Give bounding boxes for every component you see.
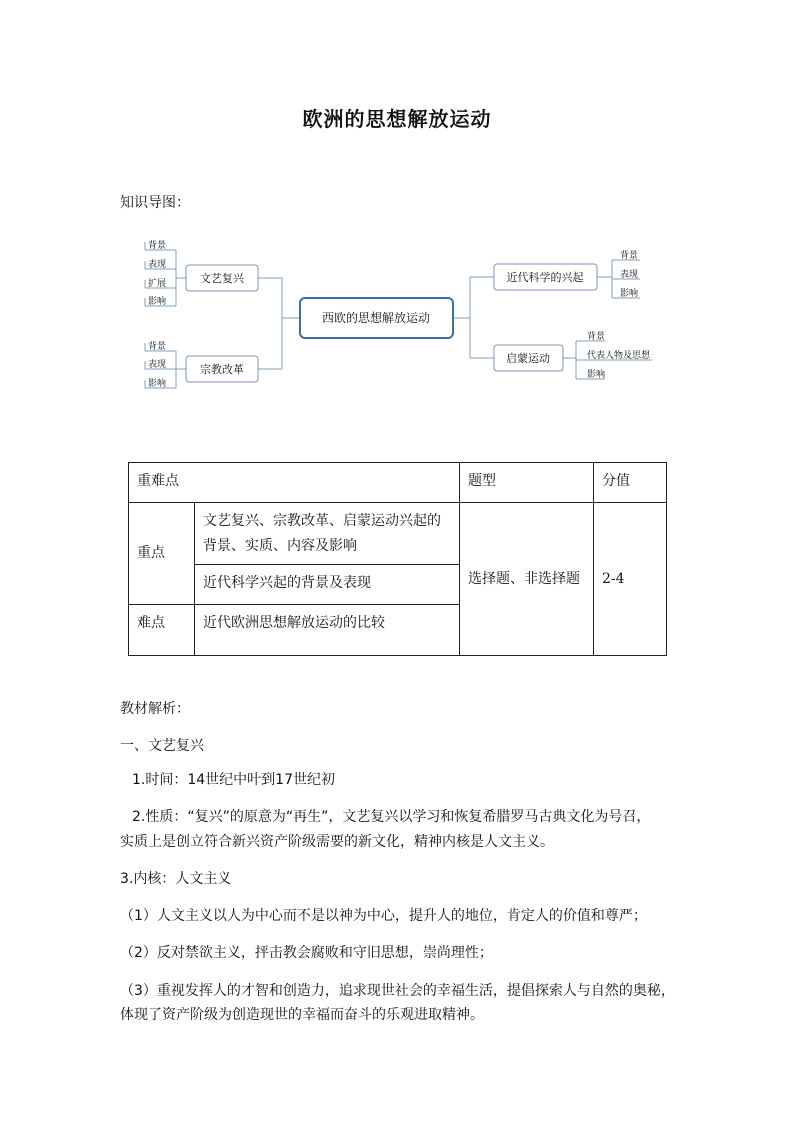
branch-label: 宗教改革 <box>200 363 244 376</box>
paragraph: （3）重视发挥人的才智和创造力，追求现世社会的幸福生活，提倡探索人与自然的奥秘， <box>120 983 675 999</box>
table-cell: 文艺复兴、宗教改革、启蒙运动兴起的背景、实质、内容及影响 <box>195 503 460 565</box>
table-cell: 近代欧洲思想解放运动的比较 <box>195 605 460 656</box>
leaf-label: 表现 <box>148 260 167 270</box>
leaf-label: 影响 <box>620 289 639 299</box>
table-row-label: 重点 <box>129 503 195 605</box>
leaf-label: 表现 <box>148 360 167 370</box>
table-row-label: 难点 <box>129 605 195 656</box>
leaf-label: 代表人物及思想 <box>587 351 651 361</box>
table-cell: 2-4 <box>594 503 667 656</box>
leaf-label: 影响 <box>148 297 167 307</box>
leaf-label: 背景 <box>148 342 167 352</box>
branch-connector <box>176 351 186 388</box>
paragraph: 3.内核：人文主义 <box>120 871 232 887</box>
leaf-label: 影响 <box>587 370 606 380</box>
paragraph: 1.时间：14世纪中叶到17世纪初 <box>132 772 335 788</box>
mind-map-left-connector <box>258 278 300 369</box>
table-cell: 近代科学兴起的背景及表现 <box>195 565 460 605</box>
knowledge-map-label: 知识导图： <box>120 195 190 211</box>
leaf-label: 背景 <box>148 241 167 251</box>
branch-label: 近代科学的兴起 <box>506 271 584 284</box>
mind-map-right-connector <box>453 277 494 358</box>
leaf-label: 影响 <box>148 379 167 389</box>
branch-connector <box>597 260 612 298</box>
analysis-label: 教材解析： <box>120 701 190 717</box>
table-cell: 选择题、非选择题 <box>460 503 594 656</box>
branch-label: 启蒙运动 <box>506 352 550 365</box>
leaf-label: 扩展 <box>148 279 167 289</box>
branch-connector <box>176 250 186 306</box>
table-header: 重难点 <box>129 463 460 503</box>
branch-connector <box>563 341 576 379</box>
mind-map-center-label: 西欧的思想解放运动 <box>321 311 431 325</box>
key-points-table <box>128 462 667 656</box>
paragraph: 2.性质：“复兴”的原意为“再生”，文艺复兴以学习和恢复希腊罗马古典文化为号召， <box>132 809 651 825</box>
paragraph: （2）反对禁欲主义，抨击教会腐败和守旧思想，崇尚理性； <box>120 945 493 961</box>
leaf-label: 背景 <box>587 332 606 342</box>
branch-label: 文艺复兴 <box>200 272 244 285</box>
leaf-label: 背景 <box>620 251 639 261</box>
section-heading: 一、文艺复兴 <box>120 738 204 754</box>
page-title: 欧洲的思想解放运动 <box>302 107 492 131</box>
leaf-label: 表现 <box>620 270 639 280</box>
paragraph: 体现了资产阶级为创造现世的幸福而奋斗的乐观进取精神。 <box>120 1007 484 1023</box>
table-header: 分值 <box>594 463 667 503</box>
mind-map <box>0 0 794 420</box>
paragraph: 实质上是创立符合新兴资产阶级需要的新文化，精神内核是人文主义。 <box>120 834 554 850</box>
paragraph: （1）人文主义以人为中心而不是以神为中心，提升人的地位，肯定人的价值和尊严； <box>120 908 647 924</box>
table-header: 题型 <box>460 463 594 503</box>
